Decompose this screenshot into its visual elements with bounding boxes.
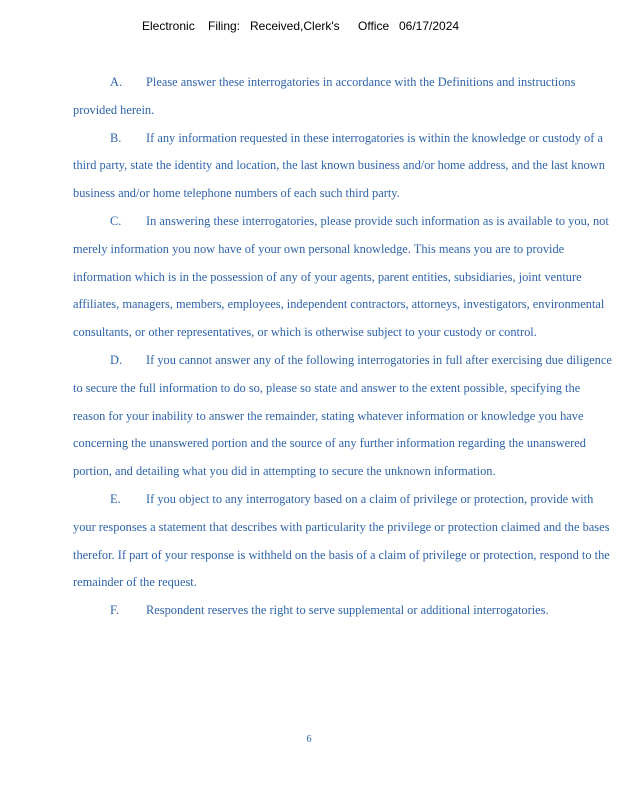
page-number: 6 [306, 734, 312, 745]
paragraph-letter: D. [110, 352, 123, 367]
header-date: 06/17/2024 [399, 19, 460, 33]
header-filing: Filing: [208, 19, 241, 33]
paragraph-letter: C. [110, 213, 122, 228]
instruction-paragraph-f [73, 597, 613, 625]
instructions-body [73, 69, 613, 625]
instruction-paragraph-b [73, 125, 613, 208]
header-office: Office [358, 19, 390, 33]
paragraph-text: Respondent reserves the right to serve supplemental or additional interrogatories. [146, 603, 549, 618]
paragraph-letter: E. [110, 491, 121, 506]
paragraph-letter: F. [110, 603, 119, 618]
instruction-paragraph-a [73, 69, 613, 125]
paragraph-text: If you object to any interrogatory based on a claim of privilege or protection, provide with your responses a statement that describes with particularity the privilege or protection claimed and the bases therefor. If part of your response is withheld on the basis of a claim of privilege or protection, respond to the remainder of the request. [73, 491, 610, 590]
paragraph-text: If any information requested in these interrogatories is within the knowledge or custody of a third party, state the identity and location, the last known business and/or home address, and the last known business and/or home telephone numbers of each such third party. [73, 130, 605, 201]
filing-stamp-header [0, 19, 618, 37]
paragraph-letter: A. [110, 75, 123, 89]
instruction-paragraph-e [73, 486, 613, 597]
header-electronic: Electronic [142, 19, 195, 33]
instruction-paragraph-c [73, 208, 613, 347]
paragraph-text: Please answer these interrogatories in accordance with the Definitions and instructions provided herein. [73, 75, 576, 117]
header-received: Received,Clerk's [250, 19, 340, 33]
paragraph-text: In answering these interrogatories, please provide such information as is available to you, not merely information you now have of your own personal knowledge. This means you are to provide information which is in the possession of any of your agents, parent entities, subsidiaries, joint venture affiliates, managers, members, employees, independent contractors, attorneys, investigators, environmental consultants, or other representatives, or which is otherwise subject to your custody or control. [73, 213, 609, 340]
paragraph-text: If you cannot answer any of the following interrogatories in full after exercising due diligence to secure the full information to do so, please so state and answer to the extent possible, specifying the reason for your inability to answer the remainder, stating whatever information or knowledge you have concerning the unanswered portion and the source of any further information regarding the unanswered portion, and detailing what you did in attempting to secure the unknown information. [73, 352, 612, 479]
instruction-paragraph-d [73, 347, 613, 486]
paragraph-letter: B. [110, 130, 122, 145]
